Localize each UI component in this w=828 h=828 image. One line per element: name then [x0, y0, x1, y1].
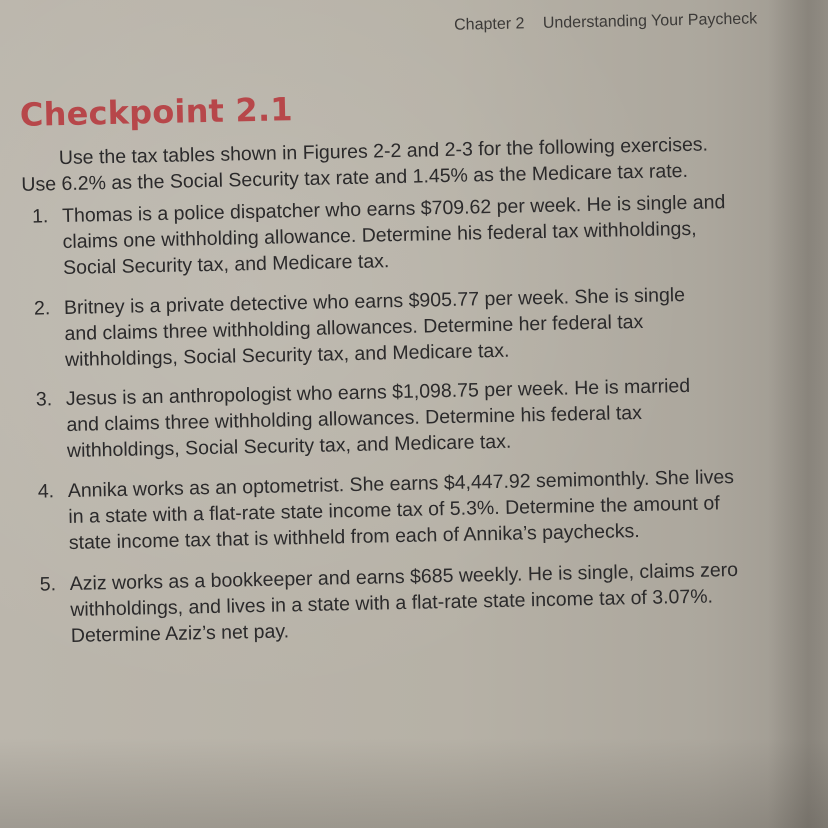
- exercise-item: [24, 463, 805, 557]
- exercise-item: [20, 280, 801, 374]
- exercise-text-line: and claims three withholding allowances. Determine his federal tax: [66, 401, 643, 436]
- exercise-text-line: Jesus is an anthropologist who earns $1,098.75 per week. He is married: [65, 374, 691, 410]
- chapter-label: Chapter 2: [453, 15, 525, 34]
- exercise-number: 4.: [37, 480, 55, 503]
- exercise-text-line: Determine Aziz’s net pay.: [70, 620, 290, 647]
- exercise-text-line: in a state with a flat-rate state income tax of 5.3%. Determine the amount of: [68, 492, 720, 528]
- exercise-number: 2.: [33, 297, 51, 320]
- exercise-text-line: withholdings, and lives in a state with a flat-rate state income tax of 3.07%.: [70, 585, 714, 621]
- checkpoint-title: Checkpoint 2.1: [19, 90, 294, 134]
- exercise-item: [18, 188, 799, 282]
- exercise-text-line: Britney is a private detective who earns $905.77 per week. She is single: [63, 284, 686, 320]
- exercise-text-line: Social Security tax, and Medicare tax.: [62, 250, 390, 280]
- exercise-number: 5.: [39, 573, 57, 596]
- exercise-number: 1.: [31, 205, 49, 228]
- exercise-number: 3.: [35, 388, 53, 411]
- exercise-item: [26, 556, 807, 650]
- exercise-text-line: Annika works as an optometrist. She earns $4,447.92 semimonthly. She lives: [67, 466, 735, 502]
- exercise-item: [22, 371, 803, 465]
- exercise-text-line: state income tax that is withheld from each of Annika’s paychecks.: [68, 520, 640, 554]
- instructions-line-2: Use 6.2% as the Social Security tax rate and 1.45% as the Medicare tax rate.: [21, 159, 689, 196]
- exercise-text-line: withholdings, Social Security tax, and Medicare tax.: [66, 430, 512, 462]
- section-title: Understanding Your Paycheck: [542, 10, 758, 32]
- instructions-line-1: Use the tax tables shown in Figures 2-2 and 2-3 for the following exercises.: [58, 133, 709, 170]
- exercise-text-line: claims one withholding allowance. Determine his federal tax withholdings,: [62, 217, 697, 254]
- exercise-text-line: Aziz works as a bookkeeper and earns $685 weekly. He is single, claims zero: [69, 558, 739, 595]
- exercise-text-line: Thomas is a police dispatcher who earns $709.62 per week. He is single and: [61, 191, 726, 228]
- exercise-list: [18, 188, 807, 650]
- exercise-text-line: withholdings, Social Security tax, and Medicare tax.: [64, 339, 510, 372]
- instructions: [21, 130, 782, 198]
- exercise-text-line: and claims three withholding allowances. Determine her federal tax: [64, 310, 644, 346]
- running-head: [454, 10, 757, 34]
